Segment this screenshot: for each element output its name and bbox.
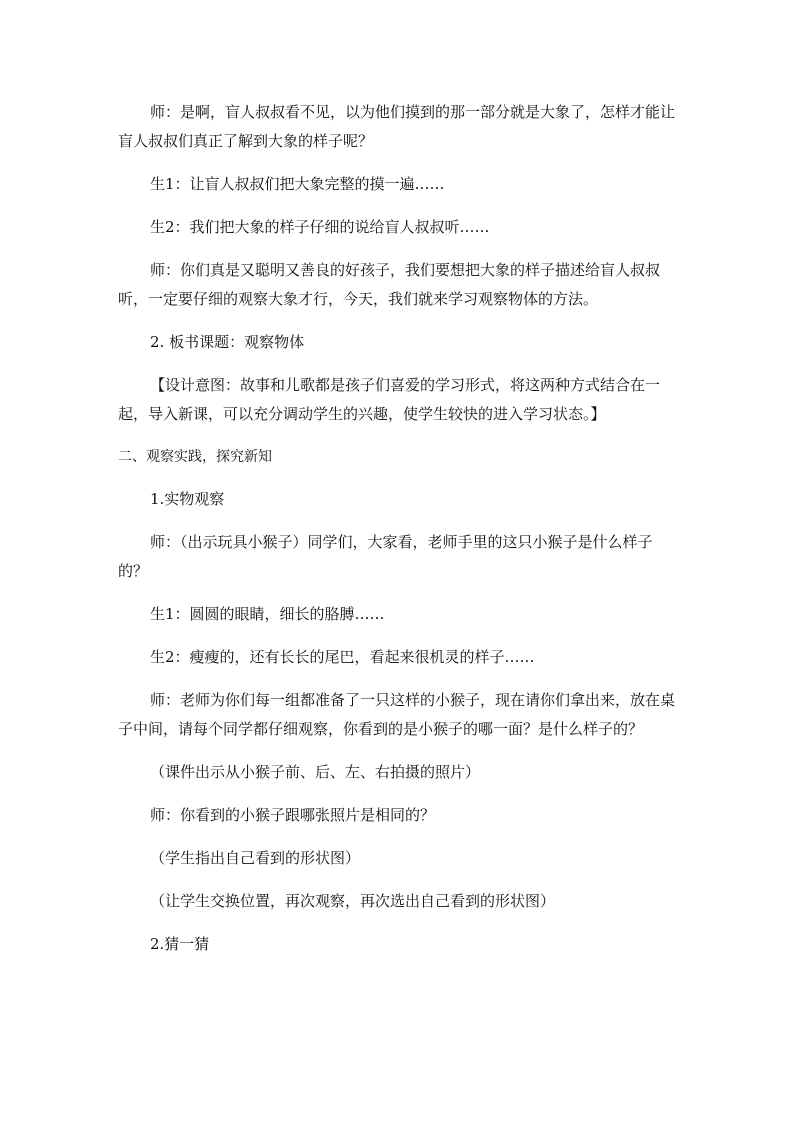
document-body	[118, 98, 676, 959]
paragraph-student1-monkey: 生1：圆圆的眼睛，细长的胳膊……	[150, 605, 385, 623]
paragraph-swap-positions: （让学生交换位置，再次观察，再次选出自己看到的形状图）	[150, 892, 556, 910]
paragraph-teacher-compare: 师：你看到的小猴子跟哪张照片是相同的？	[150, 806, 436, 824]
paragraph-student1-answer: 生1：让盲人叔叔们把大象完整的摸一遍……	[150, 175, 445, 193]
subheading-object-observation: 1.实物观察	[150, 490, 225, 508]
paragraph-student2-monkey: 生2：瘦瘦的，还有长长的尾巴，看起来很机灵的样子……	[150, 648, 535, 666]
paragraph-student-point: （学生指出自己看到的形状图）	[150, 849, 361, 867]
subheading-guess: 2.猜一猜	[150, 935, 210, 953]
paragraph-courseware-photos: （课件出示从小猴子前、后、左、右拍摄的照片）	[150, 763, 481, 781]
paragraph-design-intent: 【设计意图：故事和儿歌都是孩子们喜爱的学习形式，将这两种方式结合在一起，导入新课，可以充分调动学生的兴趣，使学生较快的进入学习状态。】	[118, 376, 661, 423]
paragraph-student2-answer: 生2：我们把大象的样子仔细的说给盲人叔叔听……	[150, 218, 490, 236]
paragraph-teacher-groups: 师：老师为你们每一组都准备了一只这样的小猴子，现在请你们拿出来，放在桌子中间，请每个同学都仔细观察，你看到的是小猴子的哪一面？是什么样子的？	[118, 691, 676, 738]
paragraph-teacher-monkey: 师：（出示玩具小猴子）同学们，大家看，老师手里的这只小猴子是什么样子的？	[118, 533, 653, 580]
paragraph-teacher-praise: 师：你们真是又聪明又善良的好孩子，我们要想把大象的样子描述给盲人叔叔听，一定要仔细的观察大象才行，今天，我们就来学习观察物体的方法。	[118, 261, 661, 308]
paragraph-board-title: 2. 板书课题：观察物体	[150, 333, 305, 351]
section-heading-observation: 二、观察实践，探究新知	[118, 449, 272, 465]
paragraph-teacher-question: 师：是啊，盲人叔叔看不见，以为他们摸到的那一部分就是大象了，怎样才能让盲人叔叔们真正了解到大象的样子呢？	[118, 103, 676, 150]
